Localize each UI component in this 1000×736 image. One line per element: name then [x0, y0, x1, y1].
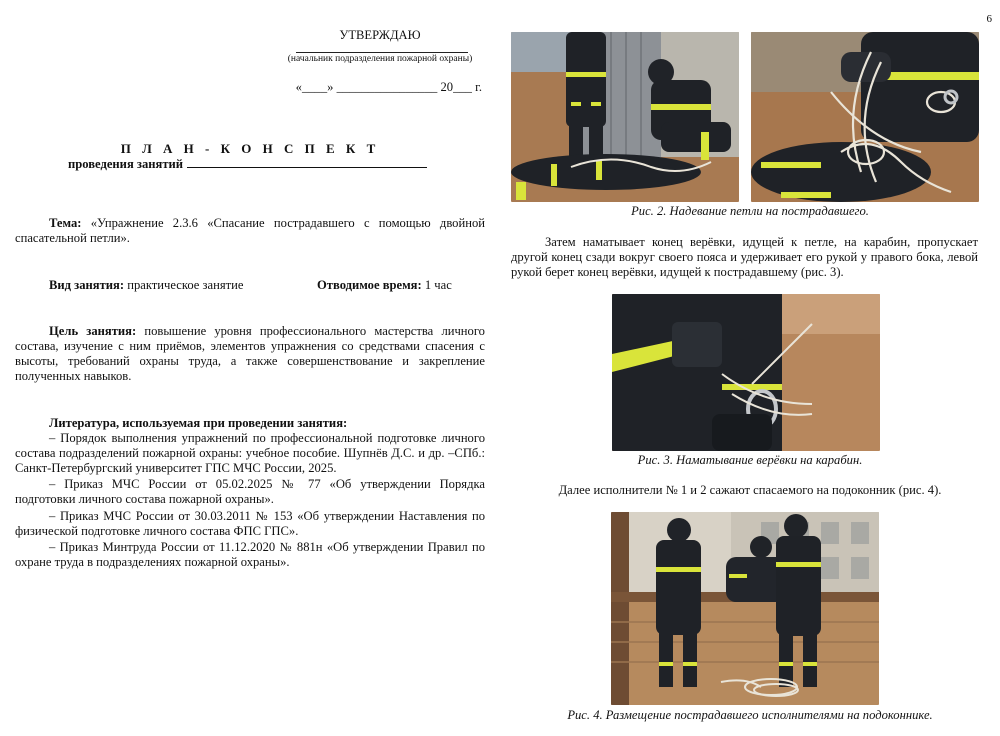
approve-heading: УТВЕРЖДАЮ: [339, 28, 421, 42]
plan-subtitle: [68, 156, 427, 172]
fig4-caption: Рис. 4. Размещение пострадавшего исполнителями на подоконнике.: [567, 708, 933, 722]
fig4-photo: [611, 512, 879, 705]
paragraph-after-fig3: Далее исполнители № 1 и 2 сажают спасаемого на подоконник (рис. 4).: [558, 483, 942, 497]
plan-subtitle-text: проведения занятий: [68, 157, 184, 171]
fig3-caption: Рис. 3. Наматывание верёвки на карабин.: [637, 453, 863, 467]
fig2-caption: Рис. 2. Надевание петли на пострадавшего.: [631, 204, 869, 218]
literature-item: – Приказ Минтруда России от 11.12.2020 № 881н «Об утверждении Правил по охране труда в подразделениях пожарной охраны».: [15, 540, 485, 569]
topic-text: «Упражнение 2.3.6 «Спасание пострадавшего с помощью двойной спасательной петли».: [15, 216, 485, 245]
lesson-type: [49, 278, 243, 293]
lesson-time: [317, 278, 452, 293]
fig3-photo: [612, 294, 880, 451]
literature-item: – Порядок выполнения упражнений по профессиональной подготовке личного состава подразделений пожарной охраны: учебное пособие. Шупнёв Д.С. и др. –СПб.: Санкт-Петербургский университет ГПС МЧС России, 2025.: [15, 431, 485, 475]
paragraph-after-fig2: Затем наматывает конец верёвки, идущей к петле, на карабин, пропускает другой конец сзади вокруг своего пояса и удерживает его рукой у правого бока, левой рукой берет конец верёвки, идущей к пострадавшему (рис. 3).: [511, 235, 978, 279]
time-label: Отводимое время:: [317, 278, 422, 292]
literature-item: – Приказ МЧС России от 30.03.2011 № 153 «Об утверждении Наставления по физической подготовке личного состава ФПС ГПС».: [15, 509, 485, 538]
topic-paragraph: [15, 216, 485, 246]
goal-label: Цель занятия:: [49, 324, 137, 338]
type-value: практическое занятие: [127, 278, 244, 292]
goal-paragraph: [15, 324, 485, 384]
literature-item: – Приказ МЧС России от 05.02.2025 № 77 «Об утверждении Порядка подготовки личного состава пожарной охраны».: [15, 477, 485, 506]
signature-caption: (начальник подразделения пожарной охраны): [287, 54, 473, 64]
goal-text: повышение уровня профессионального мастерства личного состава, изучение с ним приёмов, элементов упражнения со средствами спасения с высоты, требований охраны труда, а также совершенствование и закрепление полученных навыков.: [15, 324, 485, 383]
plan-title: П Л А Н - К О Н С П Е К Т: [120, 141, 380, 156]
fig2-photo-right: [751, 32, 979, 202]
type-label: Вид занятия:: [49, 278, 125, 292]
fig2-photo-left: [511, 32, 739, 202]
right-page: [500, 0, 1000, 736]
date-line: «____» ________________ 20___ г.: [295, 80, 482, 94]
page-number: 6: [986, 13, 992, 25]
literature-heading: Литература, используемая при проведении занятия:: [49, 416, 348, 430]
time-value: 1 час: [424, 278, 452, 292]
plan-subtitle-blank: [187, 156, 427, 168]
topic-label: Тема:: [49, 216, 82, 230]
